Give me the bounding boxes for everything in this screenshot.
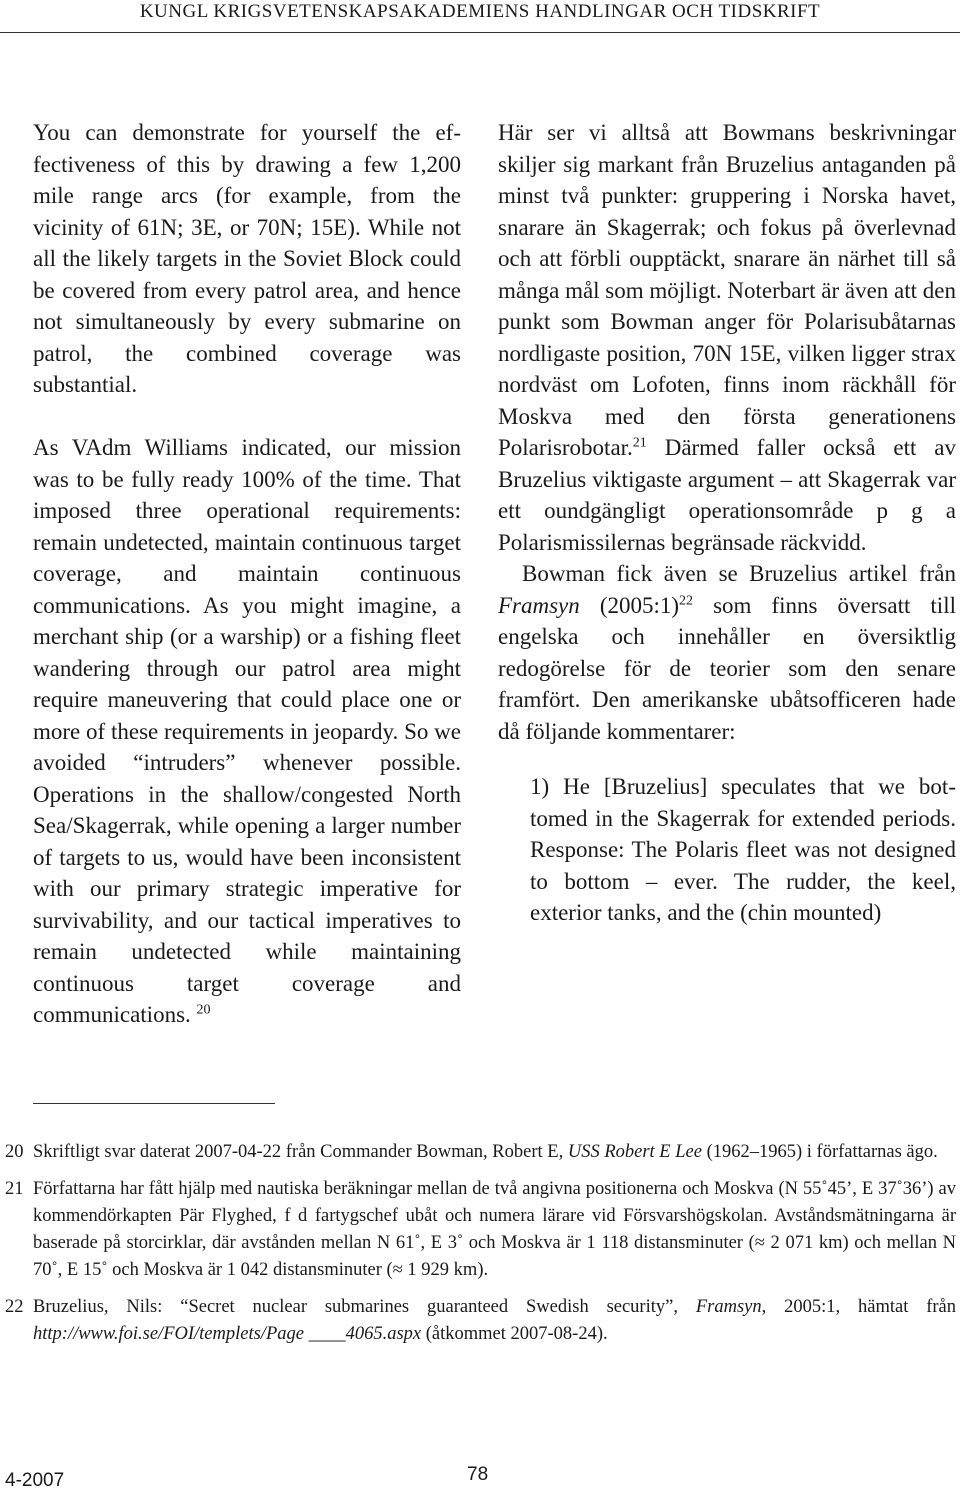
footnote-ref-22: 22 <box>679 592 694 608</box>
footnote-text-b: (1962–1965) i författarnas ägo. <box>701 1142 938 1162</box>
issue-label: 4-2007 <box>5 1470 65 1491</box>
footnote-text: Författarna har fått hjälp med nautiska beräkningar mellan de två angivna positionerna och Moskva (N 55˚45’, E 37˚36’) av kommendörkapten Pär Flyghed, f d fartygschef ubåt och numera lärare vid Försvarshögskolan. Avståndsmätningarna är baserade på storcirklar, där avstånden mellan N 61˚, E 3˚ och Moskva är 1 118 distansminuter (≈ 2 071 km) och mellan N 70˚, E 15˚ och Moskva är 1 042 distansminuter (≈ 1 929 km). <box>33 1179 956 1280</box>
right-paragraph-2-text-b: (2005:1) <box>579 592 680 618</box>
framsyn-title: Framsyn <box>498 592 580 618</box>
right-paragraph-1-text-b: Därmed faller också ett av Bruzelius viktigaste argument – att Skagerrak var ett oundgängligt operationsområde p g a Polarismissilernas begränsade räckvidd. <box>498 435 956 555</box>
ship-name: USS Robert E Lee <box>567 1142 702 1162</box>
footnote-text <box>33 1294 956 1348</box>
right-column <box>498 117 956 929</box>
footnotes <box>5 1139 956 1358</box>
footnote-rule <box>33 1103 275 1104</box>
right-paragraph-2-text-c: som finns översatt till engelska och innehåller en översiktlig redogörelse för de teorier som den senare framfört. Den amerikanske ubåtsofficeren hade då följande kommentarer: <box>498 592 956 744</box>
header-rule <box>0 32 960 33</box>
paragraph-spacer <box>498 747 956 771</box>
footnote-22 <box>5 1294 956 1348</box>
right-paragraph-2-text-a: Bowman fick även se Bruzelius artikel från <box>522 561 956 586</box>
footnote-ref-20: 20 <box>196 1002 211 1018</box>
footnote-number: 20 <box>5 1142 24 1162</box>
right-paragraph-2 <box>498 558 956 747</box>
footnote-text-a: Skriftligt svar daterat 2007-04-22 från Commander Bowman, Robert E, <box>33 1142 568 1162</box>
footnote-text-b: , 2005:1, hämtat från <box>761 1297 956 1317</box>
left-paragraph-2-text: As VAdm Williams indicated, our mission was to be fully ready 100% of the time. That imposed three operational requirements: remain undetected, maintain continuous target coverage, and maintain continuous communications. As you might imagine, a merchant ship (or a warship) or a fishing fleet wandering through our patrol area might require maneuvering that could place one or more of these requirements in jeopardy. So we avoided “intruders” whenever possible. Operations in the shallow/congested North Sea/Skagerrak, while opening a larger number of targets to us, would have been inconsistent with our primary strategic imperative for survivability, and our tactical imperatives to remain undetected while maintaining continuous target coverage and communications. <box>33 435 461 1027</box>
footnote-20 <box>5 1139 956 1166</box>
left-column <box>33 117 461 1031</box>
page-number: 78 <box>467 1464 489 1485</box>
paragraph-spacer <box>33 401 461 433</box>
footnote-ref-21: 21 <box>632 435 647 451</box>
footnote-text <box>33 1139 956 1166</box>
footnote-21 <box>5 1176 956 1284</box>
left-paragraph-1: You can demonstrate for yourself the effectiveness of this by drawing a few 1,200 mile range arcs (for example, from the vicinity of 61N; 3E, or 70N; 15E). While not all the likely targets in the Soviet Block could be covered from every patrol area, and hence not simultaneously by every submarine on patrol, the combined coverage was substantial. <box>33 120 461 397</box>
footnote-number: 21 <box>5 1179 24 1199</box>
right-paragraph-1 <box>498 117 956 558</box>
left-paragraph-2 <box>33 432 461 1031</box>
right-paragraph-1-text-a: Här ser vi alltså att Bowmans beskrivningar skiljer sig markant från Bruzelius antaganden på minst två punkter: gruppering i Norska havet, snarare än Skagerrak; och fokus på överlevnad och att förbli oupptäckt, snarare än närhet till så många mål som möjligt. Noterbart är även att den punkt som Bowman anger för Polarisubåtarnas nordligaste position, 70N 15E, vilken ligger strax nordväst om Lofoten, finns inom räckhåll för Moskva med den första generationens Polarisrobotar. <box>498 120 956 460</box>
footnote-number: 22 <box>5 1297 24 1317</box>
footnote-text-a: Bruzelius, Nils: “Secret nuclear submarines guaranteed Swedish security”, <box>33 1297 696 1317</box>
journal-name: Framsyn <box>695 1297 762 1317</box>
block-quote: 1) He [Bruzelius] speculates that we bottomed in the Skagerrak for extended periods. Response: The Polaris fleet was not designed to bottom – ever. The rudder, the keel, exterior tanks, and the (chin mounted) <box>530 774 956 925</box>
source-url: http://www.foi.se/FOI/templets/Page ____4065.aspx <box>33 1324 422 1344</box>
running-header: KUNGL KRIGSVETENSKAPSAKADEMIENS HANDLINGAR OCH TIDSKRIFT <box>139 1 821 22</box>
footnote-text-c: (åtkommet 2007-08-24). <box>421 1324 608 1344</box>
